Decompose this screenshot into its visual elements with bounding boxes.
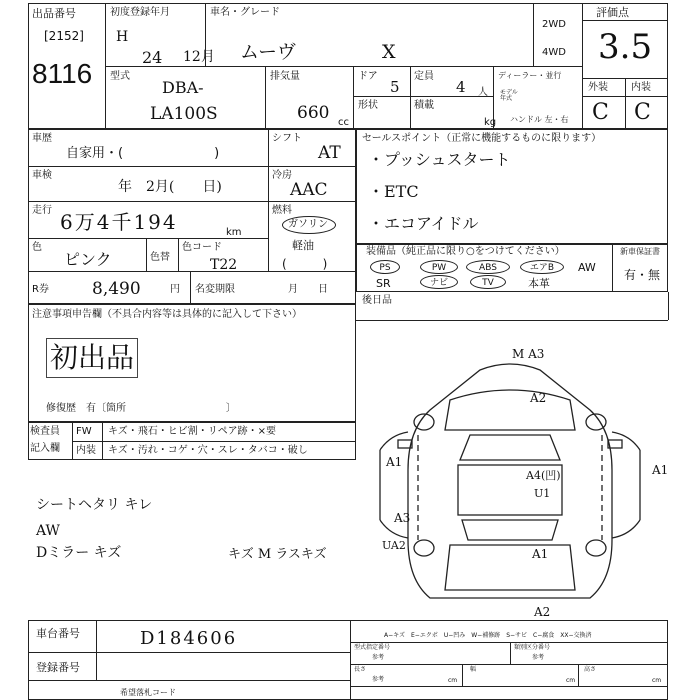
doors-label: ドア	[358, 71, 378, 82]
bottom-label: 希望落札コード	[120, 688, 176, 697]
history-label: 車歴	[32, 133, 52, 144]
inspector-label-2: 記入欄	[30, 443, 60, 454]
width-label: 幅	[470, 666, 477, 673]
shape-label: 形状	[358, 100, 378, 111]
color-code: T22	[210, 257, 238, 273]
load-label: 積載	[414, 100, 434, 111]
sales-points-label: セールスポイント（正常に機能するものに限ります）	[362, 133, 602, 144]
equip-ps: PS	[370, 260, 400, 274]
fw-label: FW	[76, 426, 92, 437]
cc-unit: cc	[338, 117, 349, 128]
int-score: C	[634, 100, 651, 125]
model-grade-label: 車名・グレード	[210, 7, 280, 18]
notes-handwritten: 初出品	[50, 341, 135, 374]
rear-seat-label: 後日品	[362, 295, 392, 306]
score: 3.5	[598, 27, 653, 67]
warranty-value: 有・無	[624, 268, 661, 282]
mark-a1-right: A1	[652, 463, 669, 477]
type-label: 型式	[110, 71, 130, 82]
kg-unit: kg	[484, 117, 497, 128]
equip-abs: ABS	[466, 260, 510, 274]
displacement-label: 排気量	[270, 71, 300, 82]
lot-number: 8116	[32, 58, 93, 89]
equip-navi: ナビ	[420, 275, 458, 289]
equip-leather: 本革	[528, 277, 550, 290]
warranty-label: 新車保証書	[620, 247, 660, 256]
equip-pw: PW	[420, 260, 458, 274]
comment-4: キズ M ラスキズ	[228, 547, 327, 562]
doors: 5	[390, 78, 400, 96]
seats-label: 定員	[414, 71, 434, 82]
comment-2: AW	[36, 523, 60, 539]
color-label: 色	[32, 242, 42, 253]
comment-3: Dミラー キズ	[36, 545, 122, 561]
mileage-label: 走行	[32, 205, 52, 216]
chassis-value: D184606	[140, 628, 238, 649]
yen-unit: 円	[170, 284, 180, 295]
height-unit: cm	[652, 677, 662, 684]
length-unit: cm	[448, 677, 458, 684]
reg-number-label: 登録番号	[36, 661, 80, 674]
grade: X	[382, 41, 396, 63]
width-unit: cm	[566, 677, 576, 684]
color-code-label: 色コード	[182, 242, 222, 253]
comment-1: シートヘタリ キレ	[36, 497, 153, 513]
inspector-label-1: 検査員	[30, 426, 60, 437]
grade-label: 評価点	[596, 6, 629, 19]
mark-a4: A4(凹)	[526, 469, 561, 482]
ext-score: C	[592, 100, 609, 125]
mark-a3-left: A3	[394, 511, 411, 525]
displacement: 660	[297, 103, 330, 123]
fuel-label: 燃料	[272, 205, 292, 216]
first-reg-label: 初度登録年月	[110, 7, 170, 18]
repair-label: 修復歴 有〔箇所 〕	[46, 403, 236, 414]
length-label: 長さ	[354, 666, 367, 673]
ac-label: 冷房	[272, 170, 292, 181]
fuel-gas-circle	[282, 216, 336, 234]
lot-label: 出品番号	[32, 7, 76, 20]
recycle-label: R券	[32, 284, 49, 295]
handle-label: ハンドル 左・右	[510, 115, 569, 124]
meigi-value: 月 日	[288, 284, 328, 295]
model-name: ムーヴ	[240, 41, 297, 63]
sales-point-2: ・ETC	[368, 182, 419, 201]
equip-airbag: エアB	[520, 260, 564, 274]
fuel-gas: ガソリン	[288, 219, 328, 230]
damage-legend: A−キズ E−エクボ U−凹み W−補修跡 S−サビ C−腐食 XX−交換済	[384, 632, 592, 639]
category-label: 類別区分番号	[514, 644, 551, 651]
type-prefix: DBA-	[162, 78, 204, 97]
model-year-label: モデル年式	[500, 89, 518, 102]
ac: AAC	[290, 180, 328, 200]
equipment-label: 装備品（純正品に限り○をつけてください）	[366, 246, 565, 257]
reg-month: 12月	[183, 49, 215, 65]
notes-label: 注意事項申告欄（不具合内容等は具体的に記入して下さい）	[32, 309, 302, 320]
car-diagram	[350, 340, 670, 620]
ext-label: 外装	[588, 82, 608, 93]
mark-a1-left: A1	[386, 455, 403, 469]
length-sanko: 参考	[372, 676, 385, 683]
type-code: LA100S	[150, 104, 218, 124]
shaken-label: 車検	[32, 170, 52, 181]
mark-a2-top: A2	[530, 391, 547, 405]
km-unit: km	[226, 227, 242, 238]
reg-year: 24	[142, 48, 163, 67]
height-label: 高さ	[584, 666, 597, 673]
int-insp-label: 内装	[76, 445, 96, 456]
equip-aw: AW	[578, 261, 596, 274]
era: H	[116, 29, 129, 45]
meigi-label: 名変期限	[195, 284, 235, 295]
color-change-label: 色替	[150, 252, 170, 263]
drive-2wd: 2WD	[542, 19, 566, 30]
int-label: 内装	[631, 82, 651, 93]
sales-point-3: ・エコアイドル	[368, 214, 479, 233]
mileage: 6万4千194	[60, 210, 178, 234]
fw-text: キズ・飛石・ヒビ割・リペア跡・×要	[108, 426, 276, 437]
sales-point-1: ・プッシュスタート	[368, 150, 511, 169]
lot-sub: [2152]	[44, 29, 84, 43]
type-desig-sanko: 参考	[372, 654, 385, 661]
history-value: 自家用・( )	[66, 146, 220, 161]
mark-m-a3: M A3	[512, 347, 545, 361]
shift-label: シフト	[272, 133, 302, 144]
int-insp-text: キズ・汚れ・コゲ・穴・スレ・タバコ・破し	[108, 445, 308, 456]
drive-4wd: 4WD	[542, 47, 566, 58]
equip-sr: SR	[376, 277, 391, 290]
type-desig-label: 型式指定番号	[354, 644, 391, 651]
color: ピンク	[64, 250, 112, 269]
seats: 4	[456, 78, 466, 96]
shift: AT	[318, 143, 341, 163]
mark-a2-bottom: A2	[534, 605, 551, 619]
shaken-value: 年 2月( 日)	[118, 179, 222, 195]
mark-a1-rear: A1	[532, 547, 549, 561]
mark-ua2: UA2	[382, 539, 406, 552]
dealer-label: ディーラー・並行	[498, 71, 562, 80]
fuel-diesel: 軽油	[292, 239, 314, 252]
mark-u1: U1	[534, 487, 551, 500]
recycle-amount: 8,490	[92, 279, 141, 299]
person-unit: 人	[478, 87, 488, 98]
category-sanko: 参考	[532, 654, 545, 661]
equip-tv: TV	[470, 275, 506, 289]
chassis-label: 車台番号	[36, 627, 80, 640]
